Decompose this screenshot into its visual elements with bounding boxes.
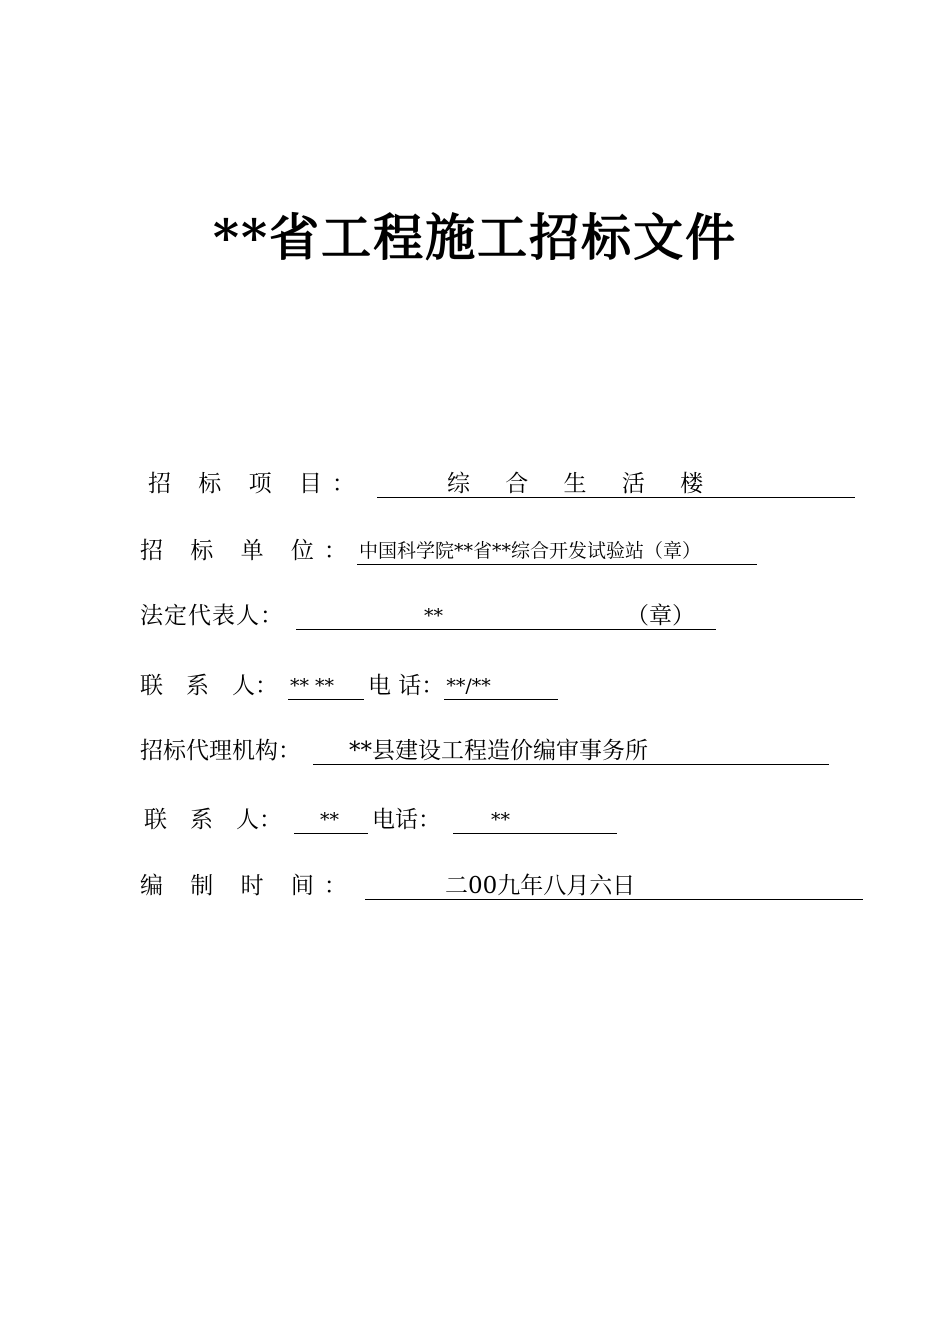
field-agency [140,725,829,765]
field-legal-rep-label: 法定代表人： [140,603,284,629]
field-legal-rep-line [296,602,716,630]
field-project-label: 招 标 项 目： [148,471,365,497]
field-contact2 [144,794,617,834]
field-contact1-phone-value: **/** [446,675,491,697]
field-agency-label: 招标代理机构： [140,738,301,764]
field-contact2-label: 联 系 人： [144,807,282,833]
field-contact2-line [294,806,368,834]
field-legal-rep [140,590,716,630]
field-agency-value: **县建设工程造价编审事务所 [349,738,648,764]
field-date-value: 二00九年八月六日 [444,873,636,899]
field-project-value: 综 合 生 活 楼 [446,471,718,497]
field-contact1-line [288,672,364,700]
field-date-line [365,872,863,900]
field-contact1-phone-line [444,672,558,700]
field-contact1-value: ** ** [290,675,335,697]
field-legal-rep-value: ** [424,605,443,627]
field-contact2-phone-line [453,806,617,834]
field-contact1-label: 联 系 人： [140,673,278,699]
field-date-label: 编 制 时 间： [140,873,357,899]
field-unit-value: 中国科学院**省**综合开发试验站（章） [358,540,701,562]
document-title: **省工程施工招标文件 [212,208,738,267]
field-contact2-phone-label: 电话： [372,807,441,833]
field-project [148,458,855,498]
field-contact2-value: ** [320,809,339,831]
field-unit-label: 招 标 单 位： [140,538,357,564]
field-contact1 [140,660,558,700]
field-contact1-phone-label: 电 话： [368,673,445,699]
field-date [140,860,863,900]
field-agency-line [313,737,829,765]
field-contact2-phone-value: ** [491,809,510,831]
field-unit [140,525,757,565]
field-unit-line [357,537,757,565]
field-project-line [377,470,855,498]
field-legal-rep-stamp: （章） [626,603,695,629]
